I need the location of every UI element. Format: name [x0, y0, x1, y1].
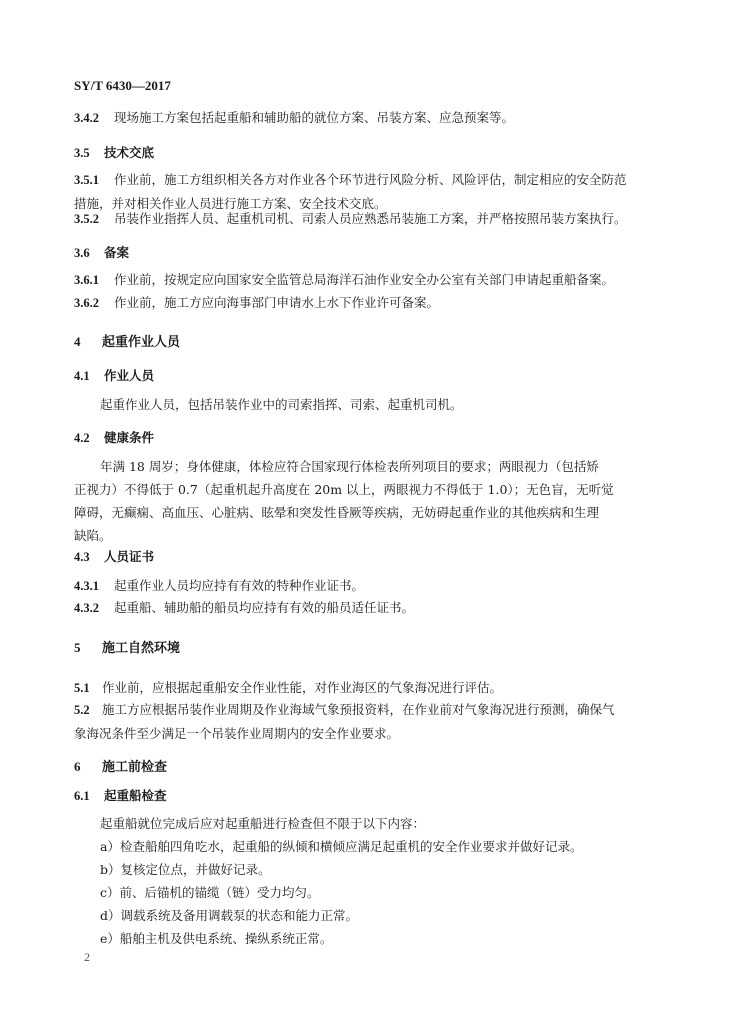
list-intro: 起重船就位完成后应对起重船进行检查但不限于以下内容： — [100, 816, 426, 831]
heading-6-1 — [74, 784, 666, 808]
clause-5-1 — [74, 676, 666, 700]
heading-title: 施工自然环境 — [102, 641, 181, 656]
clause-number: 4.3.2 — [74, 601, 99, 615]
paragraph-4-1: 起重作业人员，包括吊装作业中的司索指挥、司索、起重机司机。 — [100, 397, 463, 412]
clause-text: 作业前，施工方应向海事部门申请水上水下作业许可备案。 — [114, 295, 440, 310]
clause-3-6-2 — [74, 291, 666, 315]
list-item: b）复核定位点，并做好记录。 — [100, 862, 271, 877]
heading-title: 起重船检查 — [104, 788, 167, 803]
heading-number: 6 — [74, 759, 81, 774]
list-item: e）船舶主机及供电系统、操纵系统正常。 — [100, 931, 333, 946]
clause-text: 作业前，按规定应向国家安全监管总局海洋石油作业安全办公室有关部门申请起重船备案。 — [114, 272, 615, 287]
paragraph-line: 年满 18 周岁；身体健康，体检应符合国家现行体检表所列项目的要求；两眼视力（包括矫 — [100, 459, 599, 474]
heading-title: 施工前检查 — [102, 760, 168, 775]
heading-number: 3.6 — [74, 246, 90, 260]
clause-3-5-2 — [74, 207, 666, 231]
heading-3-5 — [74, 141, 666, 165]
clause-number: 3.6.1 — [74, 273, 99, 287]
heading-4-3 — [74, 545, 666, 569]
clause-text: 现场施工方案包括起重船和辅助船的就位方案、吊装方案、应急预案等。 — [114, 110, 515, 125]
paragraph-line: 正视力）不得低于 0.7（起重机起升高度在 20m 以上，两眼视力不得低于 1.0）；无色盲，无听觉 — [74, 482, 614, 497]
paragraph-line: 障碍，无癫痫、高血压、心脏病、眩晕和突发性昏厥等疾病，无妨碍起重作业的其他疾病和生理 — [74, 505, 600, 520]
clause-number: 3.6.2 — [74, 296, 99, 310]
heading-title: 备案 — [104, 245, 130, 260]
heading-number: 3.5 — [74, 146, 90, 160]
heading-number: 4.1 — [74, 369, 90, 383]
clause-5-2 — [74, 698, 666, 745]
clause-4-3-2 — [74, 596, 666, 620]
clause-4-3-1 — [74, 574, 666, 598]
clause-text-line2: 象海况条件至少满足一个吊装作业周期内的安全作业要求。 — [74, 726, 400, 741]
heading-6 — [74, 755, 666, 779]
list-item: d）调载系统及备用调载泵的状态和能力正常。 — [100, 908, 359, 923]
clause-number: 3.5.1 — [74, 173, 99, 187]
heading-4 — [74, 330, 666, 354]
list-item: a）检查船舶四角吃水，起重船的纵倾和横倾应满足起重机的安全作业要求并做好记录。 — [100, 839, 583, 854]
heading-4-1 — [74, 364, 666, 388]
heading-title: 作业人员 — [104, 368, 155, 383]
clause-number: 3.4.2 — [74, 111, 99, 125]
paragraph-4-2 — [74, 455, 666, 547]
list-item: c）前、后锚机的锚缆（链）受力均匀。 — [100, 885, 320, 900]
heading-number: 4.3 — [74, 550, 90, 564]
heading-number: 5 — [74, 640, 81, 655]
clause-number: 3.5.2 — [74, 212, 99, 226]
heading-title: 健康条件 — [104, 430, 155, 445]
heading-number: 6.1 — [74, 789, 90, 803]
paragraph-line: 缺陷。 — [74, 528, 112, 543]
clause-number: 5.2 — [74, 703, 90, 717]
clause-text: 起重作业人员均应持有有效的特种作业证书。 — [114, 578, 365, 593]
clause-text-line2: 措施，并对相关作业人员进行施工方案、安全技术交底。 — [74, 196, 387, 211]
heading-number: 4 — [74, 334, 81, 349]
heading-title: 起重作业人员 — [102, 335, 181, 350]
clause-text: 吊装作业指挥人员、起重机司机、司索人员应熟悉吊装施工方案，并严格按照吊装方案执行。 — [114, 211, 627, 226]
clause-number: 5.1 — [74, 681, 90, 695]
clause-3-4-2 — [74, 106, 666, 130]
heading-title: 技术交底 — [104, 145, 155, 160]
clause-text-line1: 施工方应根据吊装作业周期及作业海域气象预报资料，在作业前对气象海况进行预测，确保气 — [102, 702, 615, 717]
heading-5 — [74, 636, 666, 660]
clause-text-line1: 作业前，施工方组织相关各方对作业各个环节进行风险分析、风险评估，制定相应的安全防范 — [114, 172, 627, 187]
heading-3-6 — [74, 241, 666, 265]
clause-number: 4.3.1 — [74, 579, 99, 593]
heading-4-2 — [74, 426, 666, 450]
clause-text: 起重船、辅助船的船员均应持有有效的船员适任证书。 — [114, 600, 415, 615]
heading-number: 4.2 — [74, 431, 90, 445]
heading-title: 人员证书 — [104, 549, 155, 564]
list-6-1 — [74, 812, 666, 950]
clause-3-6-1 — [74, 268, 666, 292]
page-number: 2 — [84, 950, 90, 964]
standard-code-header: SY/T 6430—2017 — [74, 78, 171, 93]
clause-text: 作业前，应根据起重船安全作业性能，对作业海区的气象海况进行评估。 — [102, 680, 503, 695]
